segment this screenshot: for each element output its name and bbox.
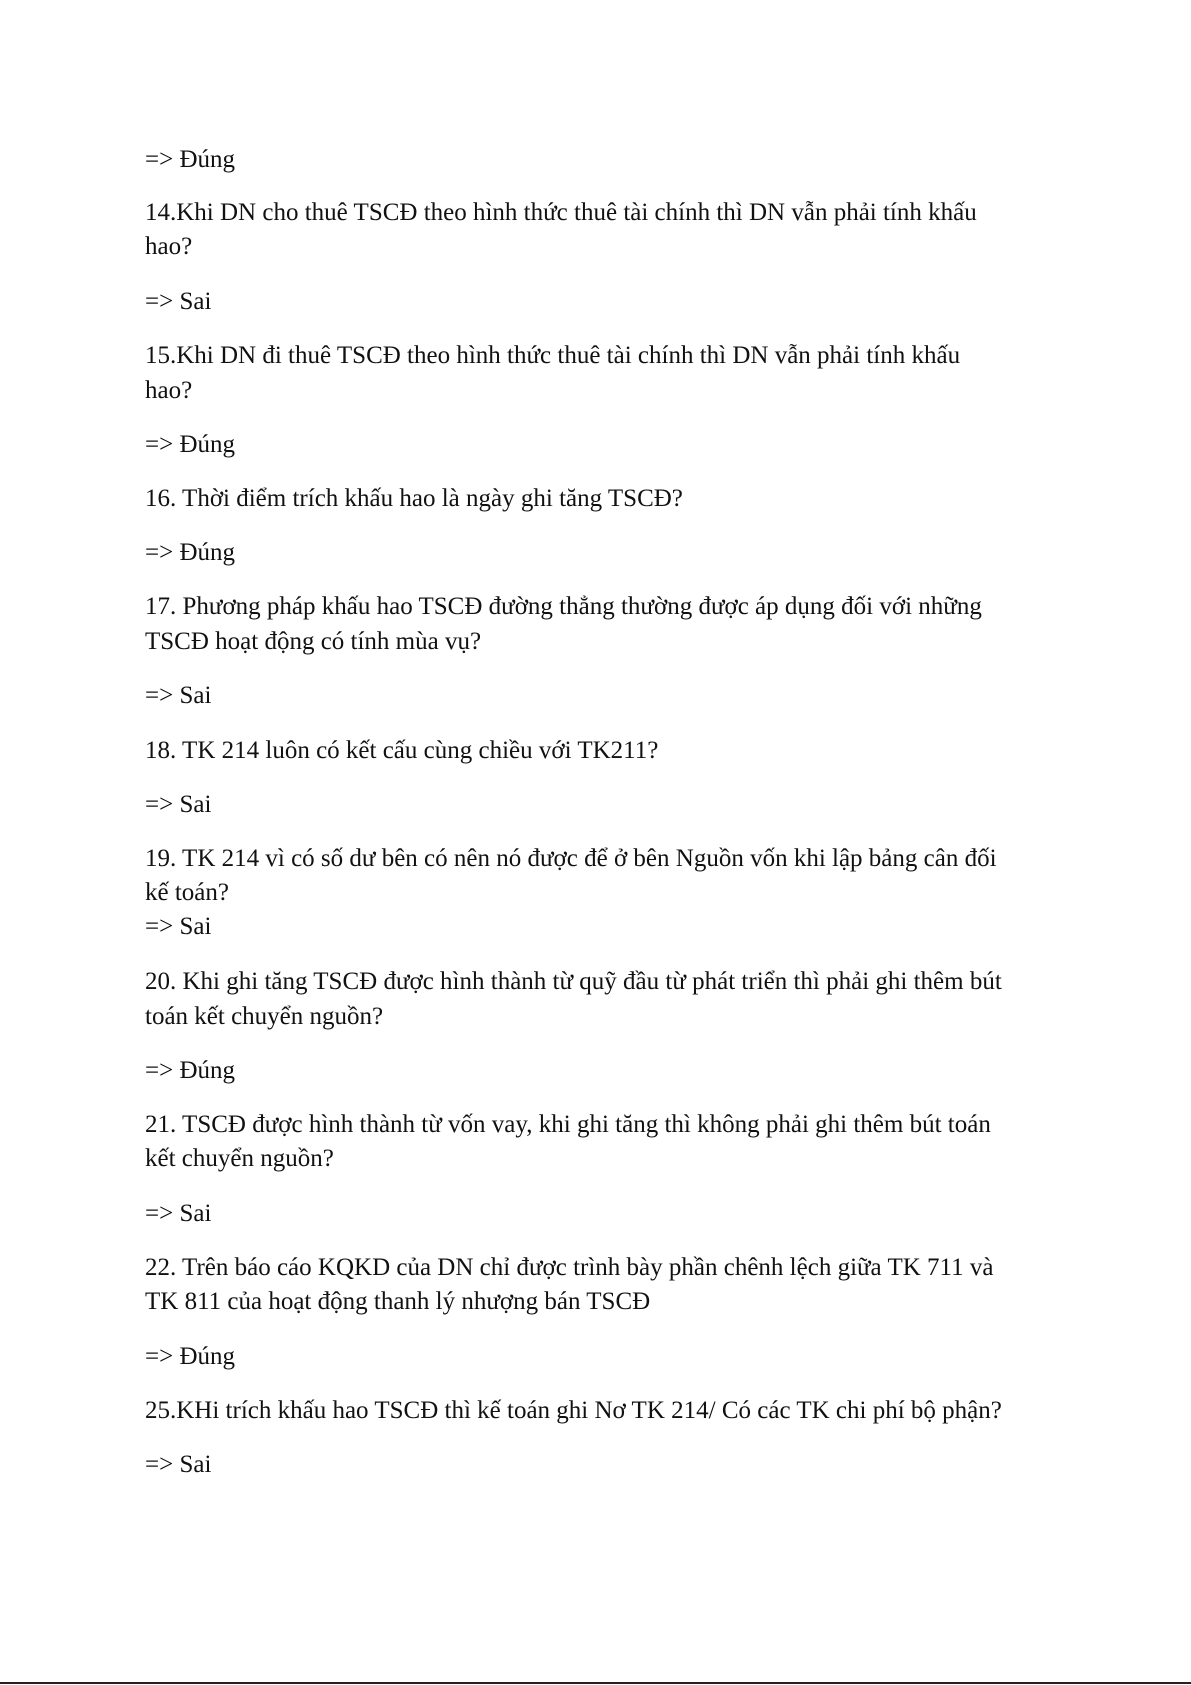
- question-20-line-1: 20. Khi ghi tăng TSCĐ được hình thành từ quỹ đầu từ phát triển thì phải ghi thêm bút: [145, 968, 1002, 995]
- page-bottom-rule: [0, 1682, 1191, 1684]
- question-15-line-1: 15.Khi DN đi thuê TSCĐ theo hình thức thuê tài chính thì DN vẫn phải tính khấu: [145, 342, 961, 369]
- question-19-line-2: kế toán?: [145, 879, 229, 906]
- question-15-line-2: hao?: [145, 377, 193, 404]
- question-18: 18. TK 214 luôn có kết cấu cùng chiều với TK211?: [145, 737, 659, 764]
- question-22-line-1: 22. Trên báo cáo KQKD của DN chỉ được trình bày phần chênh lệch giữa TK 711 và: [145, 1254, 994, 1281]
- answer-14: => Sai: [145, 288, 212, 315]
- question-17-line-1: 17. Phương pháp khấu hao TSCĐ đường thẳng thường được áp dụng đối với những: [145, 593, 982, 620]
- answer-16: => Đúng: [145, 539, 236, 566]
- question-14-line-2: hao?: [145, 233, 193, 260]
- question-14-line-1: 14.Khi DN cho thuê TSCĐ theo hình thức thuê tài chính thì DN vẫn phải tính khấu: [145, 199, 977, 226]
- question-20-line-2: toán kết chuyển nguồn?: [145, 1003, 384, 1030]
- answer-22: => Đúng: [145, 1343, 236, 1370]
- answer-25: => Sai: [145, 1451, 212, 1478]
- answer-line: => Đúng: [145, 146, 236, 173]
- answer-15: => Đúng: [145, 431, 236, 458]
- question-21-line-1: 21. TSCĐ được hình thành từ vốn vay, khi ghi tăng thì không phải ghi thêm bút toán: [145, 1111, 991, 1138]
- question-17-line-2: TSCĐ hoạt động có tính mùa vụ?: [145, 628, 482, 655]
- answer-19: => Sai: [145, 913, 212, 940]
- answer-20: => Đúng: [145, 1057, 236, 1084]
- question-19-line-1: 19. TK 214 vì có số dư bên có nên nó được để ở bên Nguồn vốn khi lập bảng cân đối: [145, 845, 997, 872]
- question-16: 16. Thời điểm trích khấu hao là ngày ghi tăng TSCĐ?: [145, 485, 683, 512]
- question-21-line-2: kết chuyển nguồn?: [145, 1145, 334, 1172]
- question-22-line-2: TK 811 của hoạt động thanh lý nhượng bán TSCĐ: [145, 1288, 651, 1315]
- question-25: 25.KHi trích khấu hao TSCĐ thì kế toán ghi Nơ TK 214/ Có các TK chi phí bộ phận?: [145, 1397, 1002, 1424]
- answer-17: => Sai: [145, 682, 212, 709]
- answer-21: => Sai: [145, 1200, 212, 1227]
- answer-18: => Sai: [145, 791, 212, 818]
